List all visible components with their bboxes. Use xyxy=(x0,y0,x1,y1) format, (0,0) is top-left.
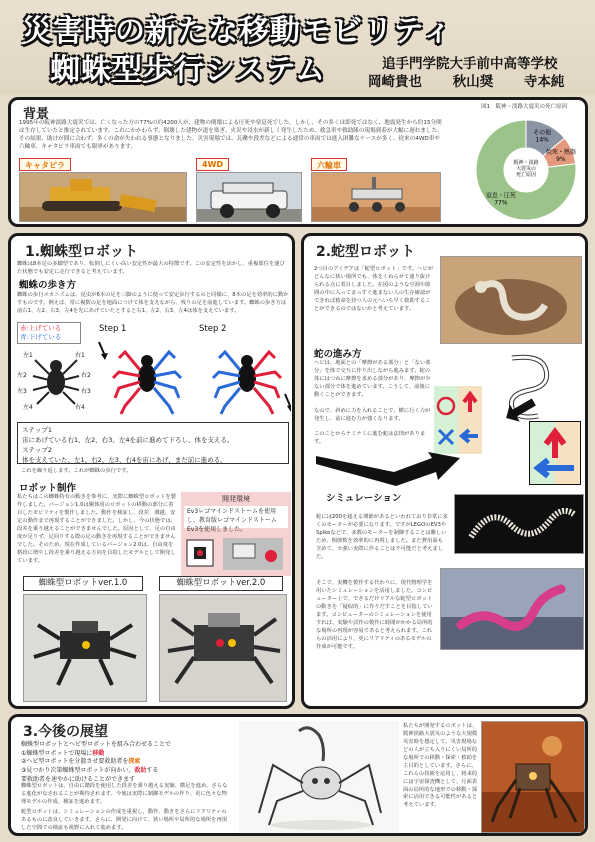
death-cause-pie-chart xyxy=(454,110,586,226)
section2-intro: 2つ目のアイデアは「蛇型ロボット」です。ヘビがどんなに狭い場所でも、体をくねらせて通り抜けられる点に着目しました。在図のような空洞や隙間の中に入ってまっすぐ進まない人の生存確認ができれば救命を待つ人の元へいち早く救助することができるのではないかと考えています。 xyxy=(314,266,434,312)
snake-direction-arrow xyxy=(314,450,464,490)
section3-heading: 3.今後の展望 xyxy=(23,724,109,740)
future-para2: 蛇型ロボットは、シミュレーションの作成を重視し、動作、動きをさらにリアリティのあるものに改良していきます。さらに、開発に向けて、狭い場所や局所的な場所を再現した空間での検証も視野に入れて進めます。 xyxy=(21,809,228,831)
future-right-text: 私たちが開発するロボットは、阪神淡路大震災のような大規模災害時を想定して、災害現場などの人が立ち入りにくい局所的な場所での移動・探索・救助を主目的としています。さらに、これらの技術を応用し、将来的には宇宙探査機として、月面表面の局所的な地形での移動・探索に活用できる可能性があると考えています。 xyxy=(403,723,478,809)
leg-label-left4: 左4 xyxy=(23,404,33,411)
move-heading: 蛇の進み方 xyxy=(314,349,362,360)
snake-rubble-image xyxy=(440,256,582,344)
snake-simulation-image xyxy=(440,568,584,650)
caterpillar-photo xyxy=(19,172,187,222)
dev-env-text: Ev3レゴマインドストームを使用し、教育版レゴマインドストーム Ev3を使用しました。 xyxy=(187,508,277,533)
steps-box: ステップ1 宙にあげている右1、左2、右3、左4を前に進めて下ろし、体を支える。 ステップ2 体を支えていた、左1、右2、左3、右4を宙にあげ、まだ前に進める。 xyxy=(17,422,289,464)
author-names xyxy=(368,70,590,90)
leg-label-right1: 右1 xyxy=(75,352,85,359)
future-summary-line: 要救助者を速やかに助けることができます xyxy=(21,775,136,783)
lego-ev3-image xyxy=(185,532,287,572)
legend-lowered: 青:下げている xyxy=(20,333,62,342)
ver2-photo xyxy=(159,594,287,702)
walk-text: 蜘蛛の歩行メカニズムは、昆虫が6本の足を三脚のように使って安定歩行するのと同様に、8本の足を効率的に動かすものです。例えば、常に複数の足を地面につけて体を支えながら、残りの足を前進しています。蜘蛛の歩き方は前右1、左2、右3、左4を先にあげていたとすると右1、左2、右3、左4は体を支えています。 xyxy=(17,292,289,314)
leg-label-left1: 左1 xyxy=(23,352,33,359)
dev-env-box xyxy=(181,492,291,576)
ver1-label: 蜘蛛型ロボットver.1.0 xyxy=(23,576,143,591)
leg-label-left2: 左2 xyxy=(17,372,27,379)
pie-title: 図1 阪神・淡路大震災の死亡原因 xyxy=(481,104,568,110)
page-subtitle: 蜘蛛型歩行システム xyxy=(50,53,326,88)
move-text: へビは、地面との「摩擦がある部分」と「ない部分」を体で交互に作り出しながら進みます。蛇の体にはつねに摩擦を求める部分があり、摩擦が少ない部分で体を進めています。こうして、前後に動くことができます。 なので、斜めに力を入れることで、横に行く力が発生し、前に進む力が強くなります。 このことからナミナミに進む蛇は法則があります。 xyxy=(314,360,431,446)
future-intro-line: 蜘蛛型ロボットとヘビ型ロボットを組み合わせることで xyxy=(21,741,172,748)
spider-step-diagram xyxy=(95,334,291,420)
sim-text2: そこで、実機を製作する代わりに、現代物理学を用いたシミュレーションを活用しました。コンピューター上で、できるだけリアルな蛇型ロボットの動きを「疑似的」に作りだすことを目指しています。コンピューターのシミュレーションを使用すれば、実験や試作の製作に時間がかかる局所的な場所の再現が容易であると考えられます。これらの活用により、更にリアリティのあるモデルの作成が可能です。 xyxy=(316,580,433,650)
ver1-photo xyxy=(23,594,147,702)
4wd-photo xyxy=(196,172,302,222)
pie-value-0: 14% xyxy=(535,136,549,144)
spider-leg-diagram xyxy=(17,346,95,412)
ver2-label: 蜘蛛型ロボットver.2.0 xyxy=(159,576,283,591)
future-item-3: ③見つかり次第蜘蛛型ロボットが向かい、救助する xyxy=(21,767,159,775)
future-plan-list xyxy=(21,741,221,784)
leg-label-right3: 右3 xyxy=(81,388,91,395)
snake-skeleton-image xyxy=(454,494,584,554)
step1-label: Step 1 xyxy=(99,324,127,334)
background-heading: 背景 xyxy=(23,107,50,122)
walk-heading: 蜘蛛の歩き方 xyxy=(19,280,77,291)
section2-heading: 2.蛇型ロボット xyxy=(316,244,416,260)
pie-label-0: その他 xyxy=(533,129,552,137)
step2-label: Step 2 xyxy=(199,324,227,334)
author-2: 秋山奨 xyxy=(452,74,494,90)
repeat-note: これを繰り返します。これが蜘蛛の歩行です。 xyxy=(21,468,132,474)
author-1: 岡崎貴也 xyxy=(368,74,422,90)
tag-4wd: 4WD xyxy=(196,158,229,171)
future-item-1: ①蜘蛛型ロボットで現場に移動 xyxy=(21,749,105,757)
future-robot-sketch xyxy=(239,721,399,833)
leg-label-right2: 右2 xyxy=(81,372,91,379)
pie-value-2: 77% xyxy=(494,199,508,207)
leg-label-left3: 左3 xyxy=(17,388,27,395)
pie-label-1: 焼死・熱傷 xyxy=(545,148,576,156)
pie-value-1: 9% xyxy=(556,155,566,163)
snake-robot-panel xyxy=(301,233,588,709)
pie-center-label: 阪神・淡路大震災の死亡原因 xyxy=(513,160,539,178)
background-text: 1995年の阪神淡路大震災では、亡くなった方の77%の約4200人が、建物の倒壊による圧死や窒息死でした。しかし、その多くは即死ではなく、地震発生から約15分間は生存していたと推定されています。これにかかわらず、倒壊した建物が道を塞ぎ、火災や浸水が新しく発生したため、救急車や救助隊の現場到着が大幅に遅れました。その結果、助けが間に合わず、多くの命が失われる事態となりました。災害現場では、瓦礫や段差などによる通常の車両では進入困難なケースが多く、従来の4WD車や六輪車、キャタピラ車両でも限界があります。 xyxy=(19,120,443,151)
school-name: 追手門学院大手前中高等学校 xyxy=(382,56,558,72)
section1-intro: 蜘蛛は8本足の多脚型であり、転倒しにくい高い安定性が最大の特徴です。この安定性を活かし、重複部位を運びた状態でも安定に走行できると考えています。 xyxy=(17,261,285,275)
tag-six-wheel: 六輪車 xyxy=(311,158,347,171)
future-outlook-panel xyxy=(8,714,588,836)
sim-heading: シミュレーション xyxy=(326,493,402,504)
background-panel xyxy=(8,97,588,227)
dev-env-heading: 開発環境 xyxy=(222,495,250,503)
legend-raised: 赤:上げている xyxy=(20,324,62,332)
mars-robot-image xyxy=(481,721,585,833)
tag-caterpillar: キャタピラ xyxy=(19,158,71,171)
sim-text1: 蛇には200を超える関節があるといわれており非常に多くのモーターが必要になります。ですがLEGOのEV3やSpikeなどで、多数のモーターを制御することは難しいため、関節数を効率的に再現しました。また費用面も含めて、カ強い実際に作ることは不可能だと考えました。 xyxy=(316,514,448,560)
future-para1: 蜘蛛型ロボットは、自由に階段を使用した段差を乗り越える実験、横足を進め、さらなる進化がなされることが期待されます。今後は実際に制御モデルの作り、更に色々な物理モデルの作成、検証を進めます。 xyxy=(21,783,228,805)
six-wheel-photo xyxy=(311,172,441,222)
pie-label-2: 窒息・圧死 xyxy=(485,192,516,200)
spider-robot-panel xyxy=(8,233,295,709)
robot-heading: ロボット制作 xyxy=(19,483,77,494)
leg-legend xyxy=(17,322,81,344)
leg-label-right4: 右4 xyxy=(75,404,85,411)
page-title: 災害時の新たな移動モビリティ xyxy=(22,14,453,49)
section1-heading: 1.蜘蛛型ロボット xyxy=(25,244,139,260)
author-3: 寺本純 xyxy=(523,74,565,90)
robot-text: 私たちはこの蜘蛛特有の動きを参考に、実際に蜘蛛型ロボットを製作しました。バージョン1.0は胴体用のロボットの移動の部分に着目したモビリティを製作しました。動作を検証し、段差、溝越、安定の動作まで再現することができました。しかし、今の状態では、段差を乗り越えることができませんでした。原因として、足の自由度が足りず、足回りする際の足の動きを再現することができませんでした。そのため、現在作成しているバージョン2.0は、自由度を格段に増やし段差を乗り越える方向を目指したモデルとして開発しています。 xyxy=(17,494,176,564)
future-item-2: ②ヘビ型ロボットを分散させ要救助者を探索 xyxy=(21,758,141,766)
